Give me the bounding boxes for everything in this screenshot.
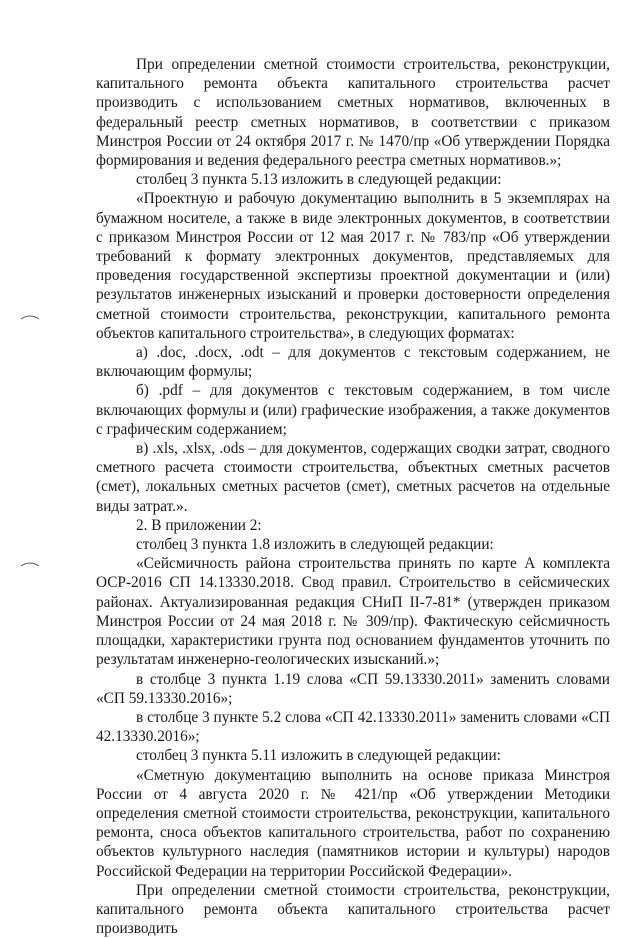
document-body [96, 55, 610, 938]
paragraph-estimate-calculation: При определении сметной стоимости строительства, реконструкции, капитального ремонта объекта капитального строительства расчет производить с использованием сметных нормативов, включенных в федеральный реестр сметных нормативов, в соответствии с приказом Минстроя России от 24 октября 2017 г. № 1470/пр «Об утверждении Порядка формирования и ведения федерального реестра сметных нормативов.»; [96, 56, 610, 170]
paragraph-format-c: в) .xls, .xlsx, .ods – для документов, содержащих сводки затрат, сводного сметного расчета стоимости строительства, объектных сметных расчетов (смет), локальных сметных расчетов (смет), сметных расчетов на отдельные виды затрат.». [96, 440, 610, 515]
paragraph-seismicity: «Сейсмичность района строительства принять по карте А комплекта ОСР-2016 СП 14.13330.2018. Свод правил. Строительство в сейсмических районах. Актуализированная редакция СНиП II-7-81* (утвержден приказом Минстроя России от 24 мая 2018 г. № 309/пр). Фактическую сейсмичность площадки, характеристики грунта под основанием фундаментов уточнить по результатам инженерно-геологических изысканий.»; [96, 555, 610, 669]
paragraph-documentation-copies: «Проектную и рабочую документацию выполнить в 5 экземплярах на бумажном носителе, а также в виде электронных документов, в соответствии с приказом Минстроя России от 12 мая 2017 г. № 783/пр «Об утверждении требований к формату электронных документов, представляемых для проведения государственной экспертизы проектной документации и (или) результатов инженерных изысканий и проверки достоверности определения сметной стоимости строительства, реконструкции, капитального ремонта объектов капитального строительства», в следующих форматах: [96, 190, 610, 342]
paragraph-estimate-methodology: «Сметную документацию выполнить на основе приказа Минстроя России от 4 августа 2020 г. № 421/пр «Об утверждении Методики определения сметной стоимости строительства, реконструкции, капитального ремонта, сноса объектов капитального строительства, работ по сохранению объектов культурного наследия (памятников истории и культуры) народов Российской Федерации на территории Российской Федерации». [96, 766, 610, 880]
paragraph-appendix-2: 2. В приложении 2: [136, 516, 262, 534]
paragraph-format-b: б) .pdf – для документов с текстовым содержанием, в том числе включающих формулы и (или) графические изображения, а также документов с графическим содержанием; [96, 382, 610, 438]
binding-hole-mark-upper [20, 313, 40, 321]
paragraph-column3-item1-8: столбец 3 пункта 1.8 изложить в следующей редакции: [136, 536, 494, 554]
paragraph-item5-2-replace: в столбце 3 пункте 5.2 слова «СП 42.13330.2011» заменить словами «СП 42.13330.2016»; [96, 708, 610, 746]
paragraph-column3-item5-11: столбец 3 пункта 5.11 изложить в следующей редакции: [136, 747, 501, 765]
paragraph-column3-item5-13: столбец 3 пункта 5.13 изложить в следующей редакции: [136, 171, 502, 189]
paragraph-estimate-calculation-continued: При определении сметной стоимости строительства, реконструкции, капитального ремонта объекта капитального строительства расчет производить [96, 881, 610, 938]
paragraph-item1-19-replace: в столбце 3 пункта 1.19 слова «СП 59.13330.2011» заменить словами «СП 59.13330.2016»; [96, 670, 610, 707]
binding-hole-mark-lower [20, 560, 40, 568]
paragraph-format-a: а) .doc, .docx, .odt – для документов с текстовым содержанием, не включающим формулы; [96, 344, 610, 381]
